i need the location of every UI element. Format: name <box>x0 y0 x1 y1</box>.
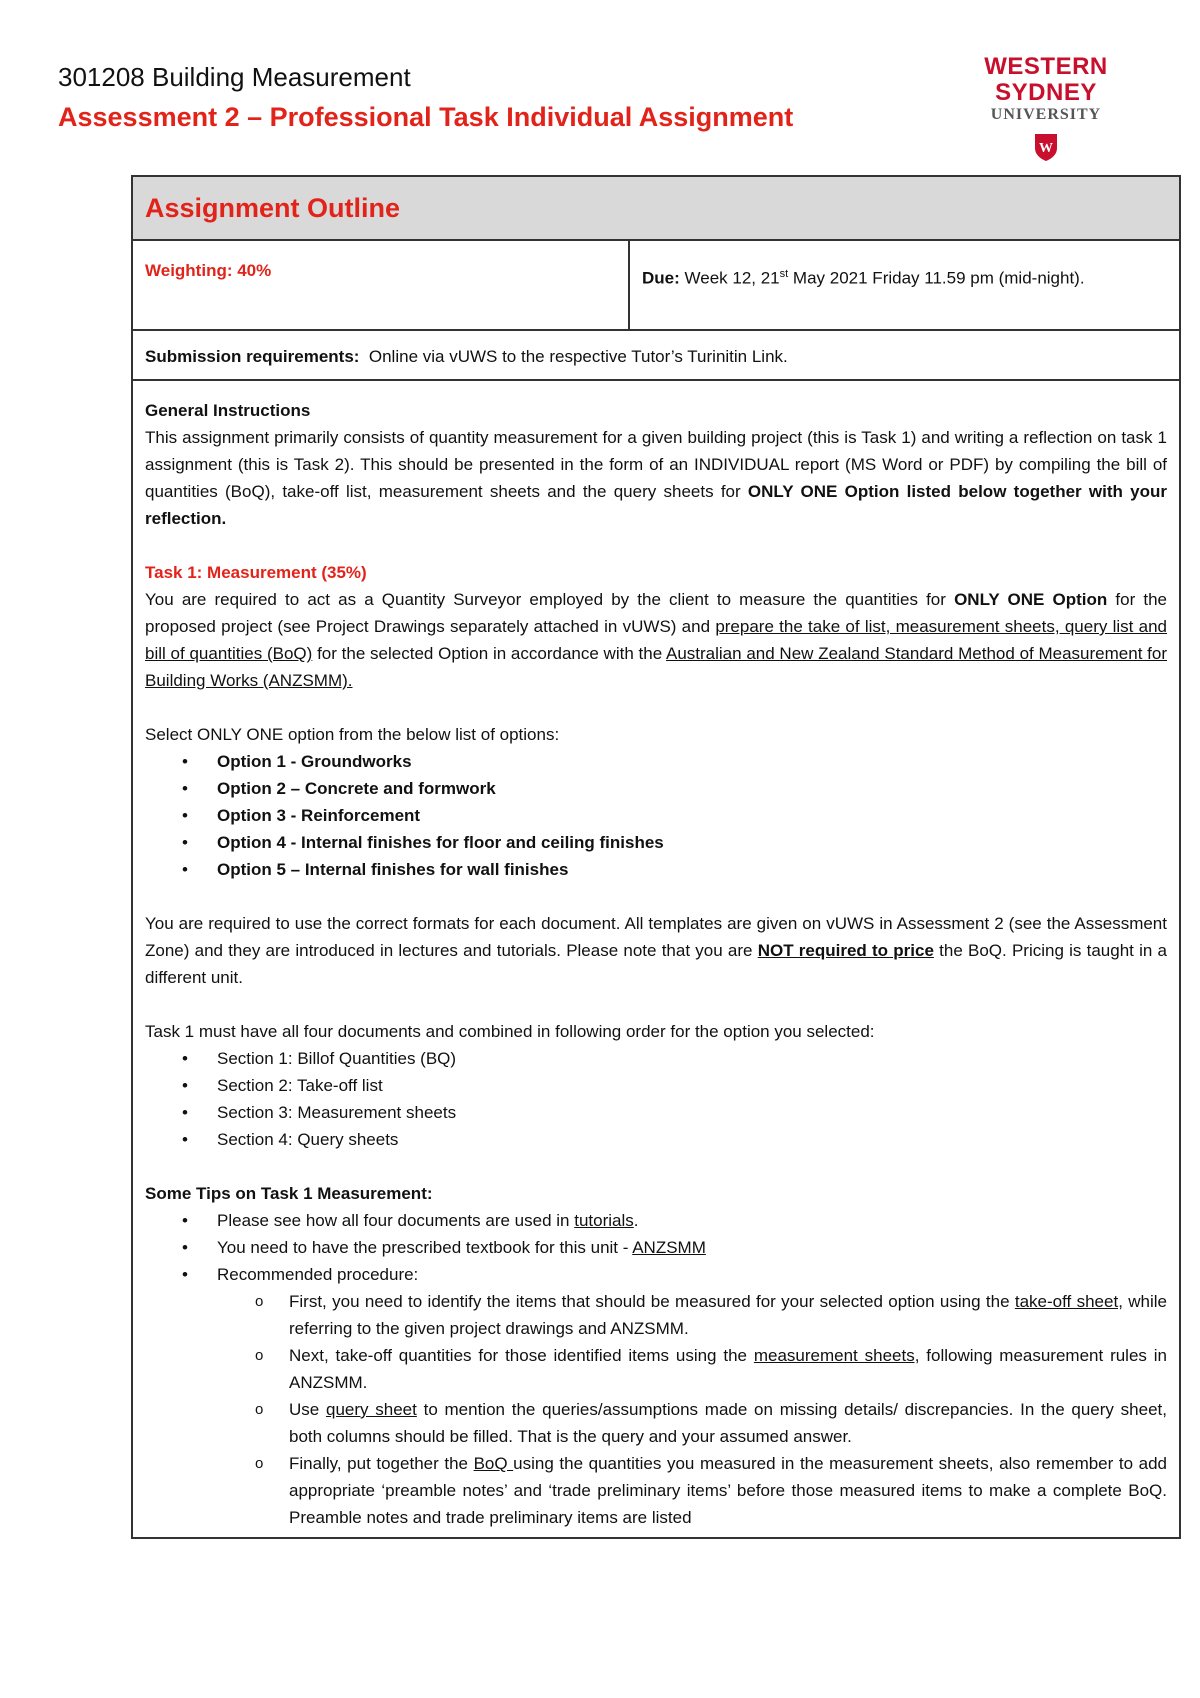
list-item: • Please see how all four documents are used in tutorials. <box>217 1207 1167 1234</box>
task1-paragraph: You are required to act as a Quantity Surveyor employed by the client to measure the quantities for ONLY ONE Option for the proposed project (see Project Drawings separately attached in vUWS) and prepare the take of list, measurement sheets, query list and bill of quantities (BoQ) for the selected Option in accordance with the Australian and New Zealand Standard Method of Measurement for Building Works (ANZSMM). <box>145 590 1168 690</box>
due-cell <box>629 240 1180 330</box>
weighting-cell <box>132 240 629 330</box>
instructions-cell <box>132 380 1180 1538</box>
list-item: o Use query sheet to mention the queries/assumptions made on missing details/ discrepancies. In the query sheet, both columns should be filled. That is the query and your assumed answer. <box>289 1396 1167 1450</box>
option-list <box>145 748 1167 883</box>
assignment-outline-table <box>131 175 1181 1539</box>
outline-heading: Assignment Outline <box>145 192 401 223</box>
formats-paragraph: You are required to use the correct formats for each document. All templates are given on vUWS in Assessment 2 (see the Assessment Zone) and they are introduced in lectures and tutorials. Please note that you are NOT required to price the BoQ. Pricing is taught in a different unit. <box>145 914 1168 987</box>
course-title: 301208 Building Measurement <box>58 62 411 92</box>
list-item: • Recommended procedure: <box>217 1261 1167 1288</box>
procedure-list <box>145 1288 1167 1531</box>
tips-heading: Some Tips on Task 1 Measurement: <box>145 1184 433 1203</box>
list-item: • Option 3 - Reinforcement <box>217 802 1167 829</box>
shield-letter: W <box>1039 141 1053 156</box>
submission-label: Submission requirements: <box>145 347 360 366</box>
list-item: o Next, take-off quantities for those identified items using the measurement sheets, following measurement rules in ANZSMM. <box>289 1342 1167 1396</box>
due-date-sup: st <box>779 268 789 280</box>
due-date-post: May 2021 Friday 11.59 pm (mid-night). <box>788 268 1085 288</box>
list-item: • Section 4: Query sheets <box>217 1126 1167 1153</box>
weighting-text: Weighting: 40% <box>145 261 272 280</box>
section-list <box>145 1045 1167 1153</box>
logo-line-2: UNIVERSITY <box>990 106 1102 123</box>
due-date-pre: Week 12, 21 <box>679 268 780 288</box>
shield-icon <box>1033 132 1059 162</box>
assessment-title: Assessment 2 – Professional Task Individual Assignment <box>58 102 794 132</box>
due-label: Due: <box>642 268 680 288</box>
list-item: • Section 1: Billof Quantities (BQ) <box>217 1045 1167 1072</box>
list-item: • Option 2 – Concrete and formwork <box>217 775 1167 802</box>
list-item: o First, you need to identify the items that should be measured for your selected option using the take-off sheet, while referring to the given project drawings and ANZSMM. <box>289 1288 1167 1342</box>
submission-text: Online via vUWS to the respective Tutor’s Turinitin Link. <box>359 347 788 366</box>
list-item: • Option 1 - Groundworks <box>217 748 1167 775</box>
list-item: • You need to have the prescribed textbook for this unit - ANZSMM <box>217 1234 1167 1261</box>
list-item: • Option 4 - Internal finishes for floor and ceiling finishes <box>217 829 1167 856</box>
list-item: o Finally, put together the BoQ using the quantities you measured in the measurement sheets, also remember to add appropriate ‘preamble notes’ and ‘trade preliminary items’ before those measured items to make a complete BoQ. Preamble notes and trade preliminary items are listed <box>289 1450 1167 1531</box>
task1-heading: Task 1: Measurement (35%) <box>145 563 367 582</box>
general-paragraph: This assignment primarily consists of quantity measurement for a given building project (this is Task 1) and writing a reflection on task 1 assignment (this is Task 2). This should be presented in the form of an INDIVIDUAL report (MS Word or PDF) by compiling the bill of quantities (BoQ), take-off list, measurement sheets and the query sheets for ONLY ONE Option listed below together with your reflection. <box>145 428 1167 528</box>
select-option-text: Select ONLY ONE option from the below list of options: <box>145 725 560 744</box>
order-text: Task 1 must have all four documents and combined in following order for the option you selected: <box>145 1022 875 1041</box>
university-logo <box>936 54 1156 167</box>
list-item: • Section 3: Measurement sheets <box>217 1099 1167 1126</box>
outline-header <box>132 176 1180 240</box>
general-heading: General Instructions <box>145 401 311 420</box>
submission-cell <box>132 330 1180 380</box>
logo-line-1: WESTERN SYDNEY <box>984 53 1108 106</box>
list-item: • Option 5 – Internal finishes for wall finishes <box>217 856 1167 883</box>
tips-list <box>145 1207 1167 1288</box>
list-item: • Section 2: Take-off list <box>217 1072 1167 1099</box>
